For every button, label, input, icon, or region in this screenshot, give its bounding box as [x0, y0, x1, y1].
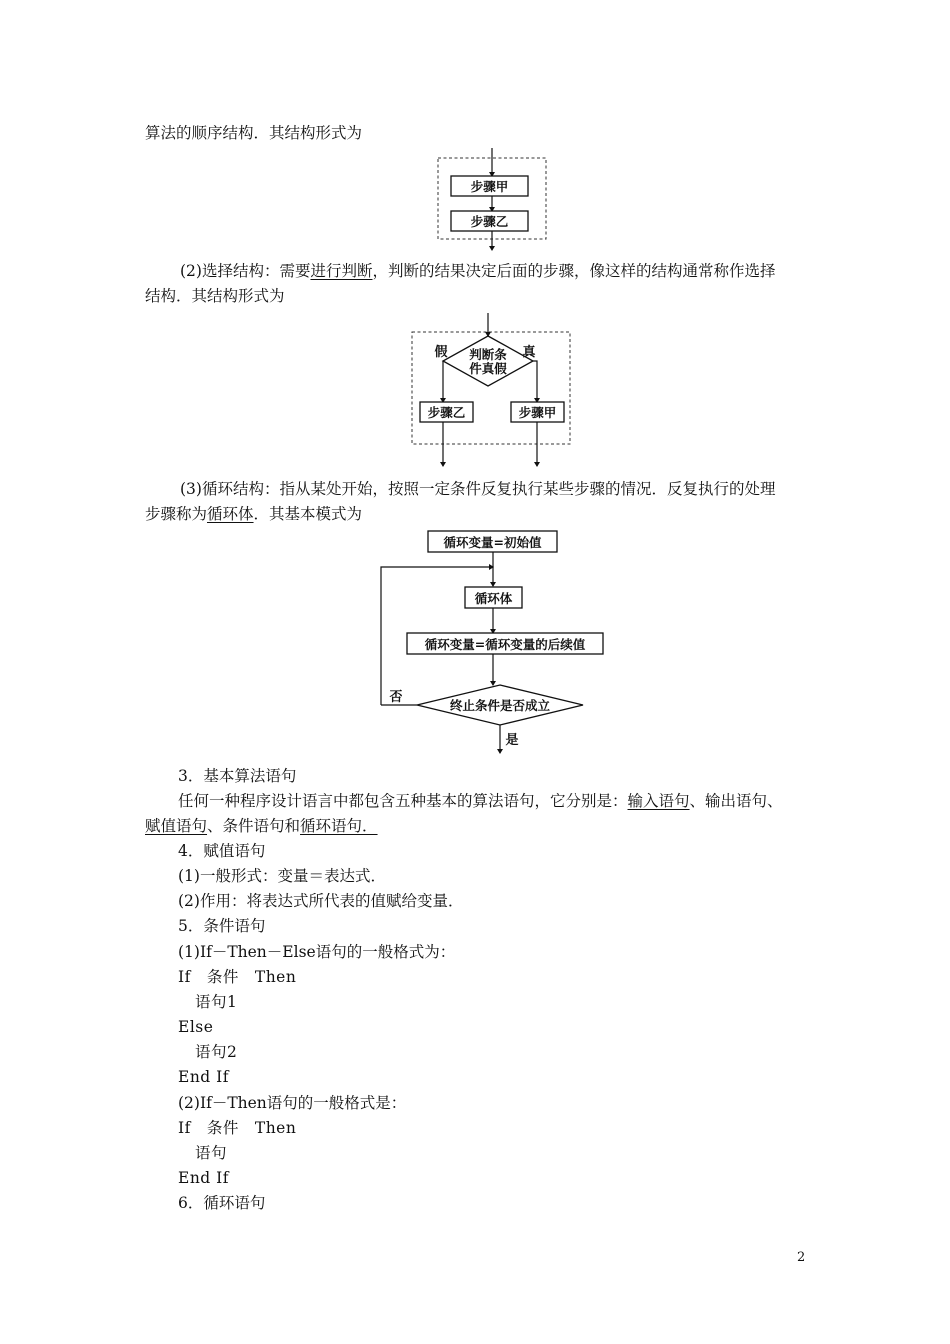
selection-condition-line1: 判断条 — [469, 347, 507, 362]
s6-heading: 6．循环语句 — [178, 1194, 266, 1212]
s3-text-mid2: 、条件语句和 — [207, 817, 301, 835]
code2-line1: If 条件 Then — [178, 1119, 297, 1137]
s3-line2 — [145, 816, 378, 836]
loop-para-prefix: 步骤称为 — [145, 505, 208, 523]
s5-item2: (2)If－Then语句的一般格式是： — [178, 1094, 407, 1112]
loop-no-label: 否 — [389, 690, 403, 705]
loop-para-term: 循环体 — [207, 505, 254, 523]
selection-para-line2: 结构．其结构形式为 — [145, 287, 285, 305]
s5-item1: (1)If－Then－Else语句的一般格式为： — [178, 943, 456, 961]
sequence-step-b-label: 步骤乙 — [470, 214, 509, 229]
s3-term-loop: 循环语句． — [300, 817, 378, 835]
selection-para-term: 进行判断 — [310, 262, 373, 280]
s4-heading: 4．赋值语句 — [178, 842, 266, 860]
page-number: 2 — [797, 1250, 806, 1265]
code2-line3: End If — [178, 1169, 230, 1187]
selection-true-label: 真 — [522, 345, 536, 360]
s3-line1 — [178, 791, 783, 811]
s3-term-input: 输入语句 — [627, 792, 690, 810]
sequence-step-a-label: 步骤甲 — [470, 179, 509, 194]
s3-term-assign: 赋值语句 — [145, 817, 208, 835]
s4-item1: (1)一般形式：变量＝表达式． — [178, 867, 386, 885]
loop-body-label: 循环体 — [474, 591, 513, 606]
code1-line3: Else — [178, 1018, 214, 1036]
sequence-intro: 算法的顺序结构．其结构形式为 — [145, 124, 363, 142]
s3-text-prefix: 任何一种程序设计语言中都包含五种基本的算法语句，它分别是： — [178, 792, 628, 810]
code2-line2: 语句 — [195, 1144, 228, 1162]
selection-condition-line2: 件真假 — [469, 361, 507, 376]
code1-line2: 语句1 — [195, 993, 238, 1011]
selection-step-b-label: 步骤乙 — [427, 405, 466, 420]
loop-condition-label: 终止条件是否成立 — [449, 698, 551, 713]
selection-false-label: 假 — [434, 345, 448, 360]
selection-step-a-label: 步骤甲 — [518, 405, 557, 420]
loop-init-label: 循环变量=初始值 — [443, 535, 542, 550]
s3-heading: 3．基本算法语句 — [178, 767, 297, 785]
s4-item2: (2)作用：将表达式所代表的值赋给变量． — [178, 892, 464, 910]
loop-update-label: 循环变量=循环变量的后续值 — [424, 637, 586, 652]
s5-heading: 5．条件语句 — [178, 917, 266, 935]
s3-text-mid: 、输出语句、 — [689, 792, 783, 810]
loop-yes-label: 是 — [505, 733, 519, 748]
code1-line1: If 条件 Then — [178, 968, 297, 986]
selection-para-suffix: ，判断的结果决定后面的步骤，像这样的结构通常称作选择 — [372, 262, 776, 280]
loop-para-line1: (3)循环结构：指从某处开始，按照一定条件反复执行某些步骤的情况．反复执行的处理 — [180, 480, 776, 498]
code1-line4: 语句2 — [195, 1043, 238, 1061]
selection-para-prefix: (2)选择结构：需要 — [180, 262, 311, 280]
code1-line5: End If — [178, 1068, 230, 1086]
loop-para-suffix: ．其基本模式为 — [253, 505, 363, 523]
